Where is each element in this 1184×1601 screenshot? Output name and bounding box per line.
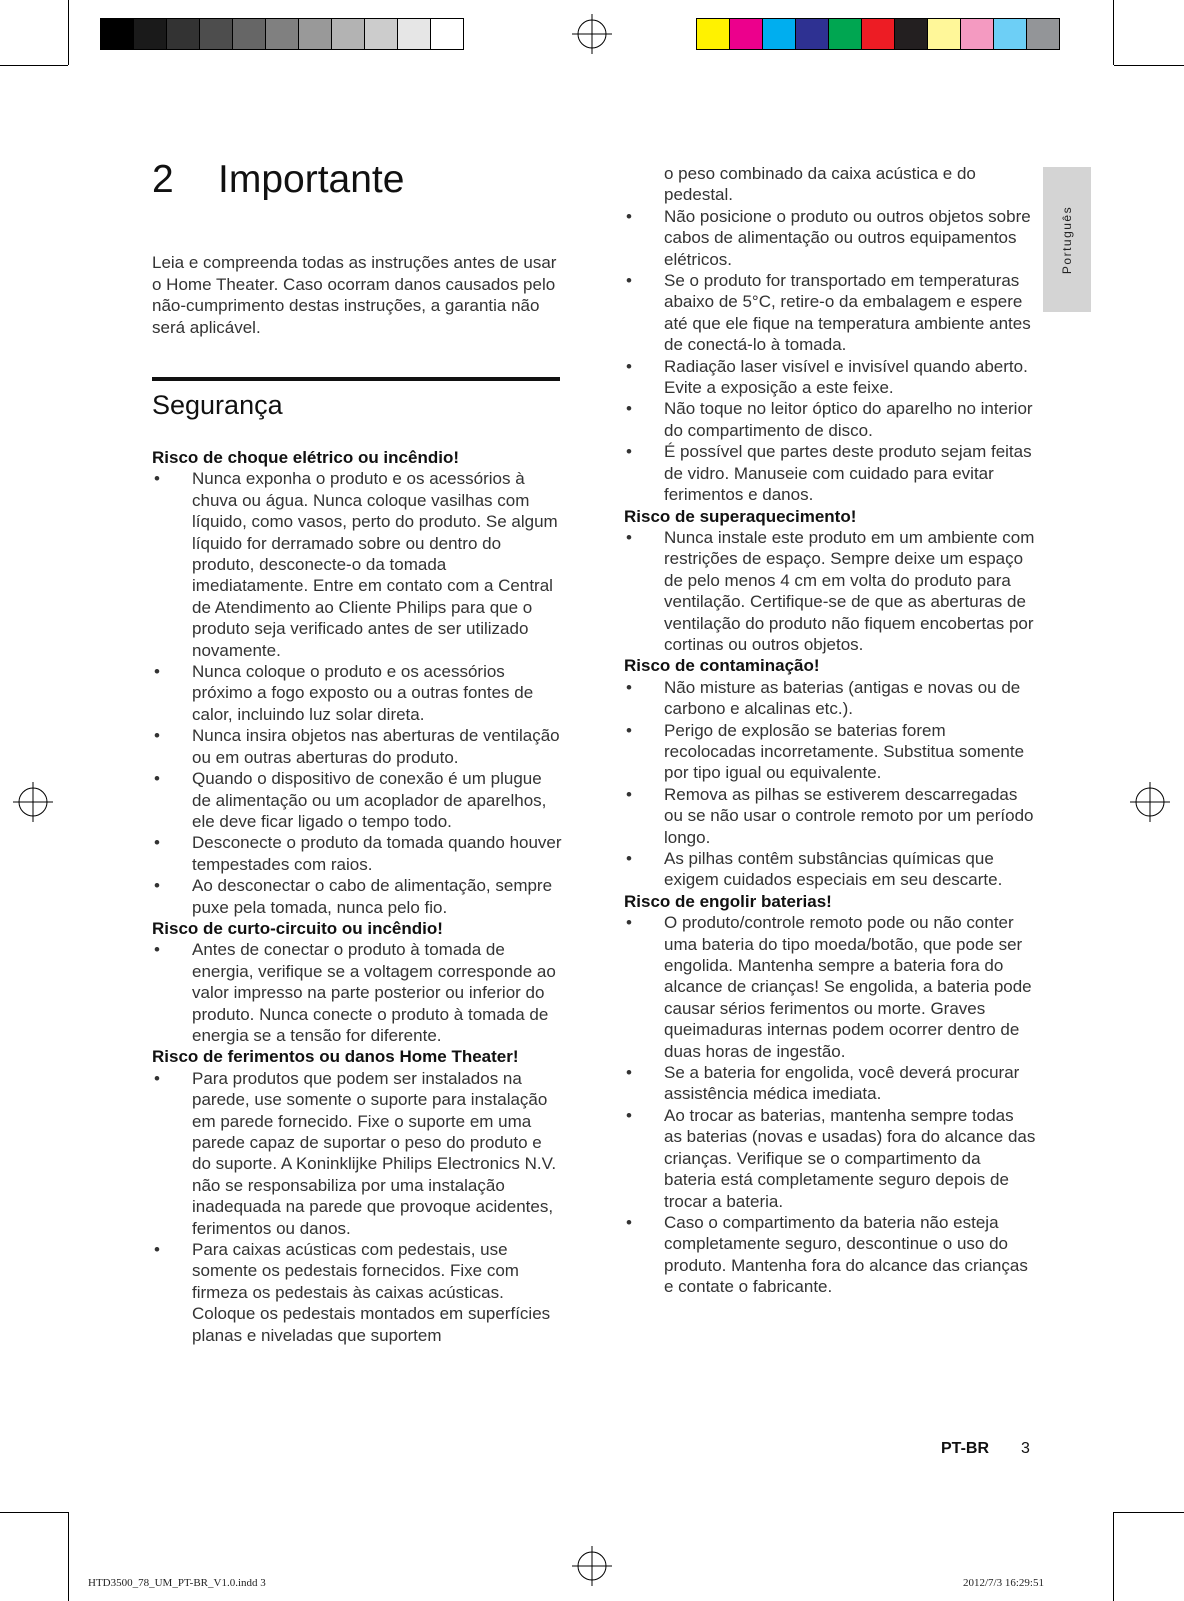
language-code: PT-BR <box>941 1440 989 1457</box>
grayscale-swatch <box>200 19 232 49</box>
grayscale-swatch <box>365 19 397 49</box>
bullet-item: • Para caixas acústicas com pedestais, use somente os pedestais fornecidos. Fixe com firmeza os pedestais às caixas acústicas. Coloque os pedestais montados em superfícies planas e niveladas que suportem <box>152 1239 562 1346</box>
page-number: 3 <box>1021 1440 1030 1457</box>
grayscale-swatch <box>134 19 166 49</box>
bullet-item: • Desconecte o produto da tomada quando houver tempestades com raios. <box>152 832 562 875</box>
bullet-item: • Nunca insira objetos nas aberturas de ventilação ou em outras aberturas do produto. <box>152 725 562 768</box>
risk-heading: Risco de curto-circuito ou incêndio! <box>152 918 443 938</box>
bullet-list <box>152 1068 562 1346</box>
chapter-title: Importante <box>218 158 405 201</box>
bullet-item: • Se a bateria for engolida, você deverá procurar assistência médica imediata. <box>624 1062 1036 1105</box>
bullet-item: • Não posicione o produto ou outros objetos sobre cabos de alimentação ou outros equipamentos elétricos. <box>624 206 1036 270</box>
process-swatch <box>928 19 960 49</box>
bullet-item: • É possível que partes deste produto sejam feitas de vidro. Manuseie com cuidado para evitar ferimentos e danos. <box>624 441 1036 505</box>
process-swatch <box>895 19 927 49</box>
bullet-item: • O produto/controle remoto pode ou não conter uma bateria do tipo moeda/botão, que pode ser engolida. Mantenha sempre a bateria fora do alcance de crianças! Se engolida, a bateria pode causar sérios ferimentos ou morte. Graves queimaduras internas podem ocorrer dentro de duas horas de ingestão. <box>624 912 1036 1062</box>
bullet-list <box>152 468 562 918</box>
process-swatch <box>829 19 861 49</box>
registration-mark-top <box>572 14 612 54</box>
bullet-item: • Nunca instale este produto em um ambiente com restrições de espaço. Sempre deixe um espaço de pelo menos 4 cm em volta do produto para ventilação. Certifique-se de que as aberturas de ventilação do produto não fiquem encobertas por cortinas ou outros objetos. <box>624 527 1036 655</box>
risk-heading: Risco de contaminação! <box>624 656 820 676</box>
bullet-item: • Não misture as baterias (antigas e novas ou de carbono e alcalinas etc.). <box>624 677 1036 720</box>
process-swatch <box>697 19 729 49</box>
section-title: Segurança <box>152 390 283 420</box>
grayscale-swatch <box>431 19 463 49</box>
registration-mark-left <box>13 782 53 822</box>
language-tab <box>1043 167 1091 312</box>
grayscale-swatch <box>167 19 199 49</box>
bullet-item: • Se o produto for transportado em temperaturas abaixo de 5°C, retire-o da embalagem e espere até que ele fique na temperatura ambiente antes de conectá-lo à tomada. <box>624 270 1036 356</box>
bullet-item: • Radiação laser visível e invisível quando aberto. Evite a exposição a este feixe. <box>624 356 1036 399</box>
process-swatch <box>961 19 993 49</box>
registration-mark-right <box>1130 782 1170 822</box>
bullet-item: • Ao trocar as baterias, mantenha sempre todas as baterias (novas e usadas) fora do alcance das crianças. Verifique se o compartimento da bateria está completamente seguro depois de trocar a bateria. <box>624 1105 1036 1212</box>
bullet-item: • Remova as pilhas se estiverem descarregadas ou se não usar o controle remoto por um período longo. <box>624 784 1036 848</box>
bullet-list <box>624 527 1036 655</box>
bullet-item: • Nunca coloque o produto e os acessórios próximo a fogo exposto ou a outras fontes de calor, incluindo luz solar direta. <box>152 661 562 725</box>
grayscale-swatch <box>398 19 430 49</box>
bullet-item: • As pilhas contêm substâncias químicas que exigem cuidados especiais em seu descarte. <box>624 848 1036 891</box>
process-swatch <box>730 19 762 49</box>
bullet-item: • Perigo de explosão se baterias forem recolocadas incorretamente. Substitua somente por tipo igual ou equivalente. <box>624 720 1036 784</box>
process-swatch <box>994 19 1026 49</box>
bullet-list <box>624 912 1036 1297</box>
bullet-item: • Caso o compartimento da bateria não esteja completamente seguro, descontinue o uso do produto. Mantenha fora do alcance das crianças e contate o fabricante. <box>624 1212 1036 1298</box>
bullet-list <box>624 206 1036 506</box>
risk-heading: Risco de engolir baterias! <box>624 891 832 911</box>
bullet-item: • Ao desconectar o cabo de alimentação, sempre puxe pela tomada, nunca pelo fio. <box>152 875 562 918</box>
left-column <box>152 447 562 1346</box>
grayscale-swatch <box>101 19 133 49</box>
grayscale-swatch <box>266 19 298 49</box>
bullet-list <box>624 677 1036 891</box>
section-divider <box>152 377 560 381</box>
print-slug-datetime: 2012/7/3 16:29:51 <box>963 1577 1044 1589</box>
process-swatch <box>763 19 795 49</box>
bullet-item: • Para produtos que podem ser instalados na parede, use somente o suporte para instalação em parede fornecido. Fixe o suporte em uma parede capaz de suportar o peso do produto e do suporte. A Koninklijke Philips Electronics N.V. não se responsabiliza por uma instalação inadequada na parede que provoque acidentes, ferimentos ou danos. <box>152 1068 562 1239</box>
grayscale-swatch <box>332 19 364 49</box>
registration-mark-bottom <box>572 1546 612 1586</box>
risk-heading: Risco de choque elétrico ou incêndio! <box>152 448 459 467</box>
risk-heading: Risco de ferimentos ou danos Home Theater! <box>152 1047 519 1067</box>
risk-heading: Risco de superaquecimento! <box>624 506 857 526</box>
language-tab-label: Português <box>1060 205 1074 274</box>
grayscale-swatch <box>299 19 331 49</box>
process-swatch <box>862 19 894 49</box>
process-swatch <box>1027 19 1059 49</box>
bullet-item: • Quando o dispositivo de conexão é um plugue de alimentação ou um acoplador de aparelhos, ele deve ficar ligado o tempo todo. <box>152 768 562 832</box>
grayscale-swatch <box>233 19 265 49</box>
chapter-number: 2 <box>152 158 174 201</box>
bullet-list <box>152 939 562 1046</box>
print-slug-filename: HTD3500_78_UM_PT-BR_V1.0.indd 3 <box>88 1577 266 1589</box>
intro-paragraph: Leia e compreenda todas as instruções antes de usar o Home Theater. Caso ocorram danos causados pelo não-cumprimento destas instruções, a garantia não será aplicável. <box>152 253 557 337</box>
continuation-text: o peso combinado da caixa acústica e do pedestal. <box>664 164 976 205</box>
process-swatch <box>796 19 828 49</box>
bullet-item: • Nunca exponha o produto e os acessórios à chuva ou água. Nunca coloque vasilhas com líquido, como vasos, perto do produto. Se algum líquido for derramado sobre ou dentro do produto, desconecte-o da tomada imediatamente. Entre em contato com a Central de Atendimento ao Cliente Philips para que o produto seja verificado antes de ser utilizado novamente. <box>152 468 562 661</box>
right-column <box>624 163 1036 1298</box>
bullet-item: • Não toque no leitor óptico do aparelho no interior do compartimento de disco. <box>624 398 1036 441</box>
bullet-item: • Antes de conectar o produto à tomada de energia, verifique se a voltagem corresponde ao valor impresso na parte posterior ou inferior do produto. Nunca conecte o produto à tomada de energia se a tensão for diferente. <box>152 939 562 1046</box>
